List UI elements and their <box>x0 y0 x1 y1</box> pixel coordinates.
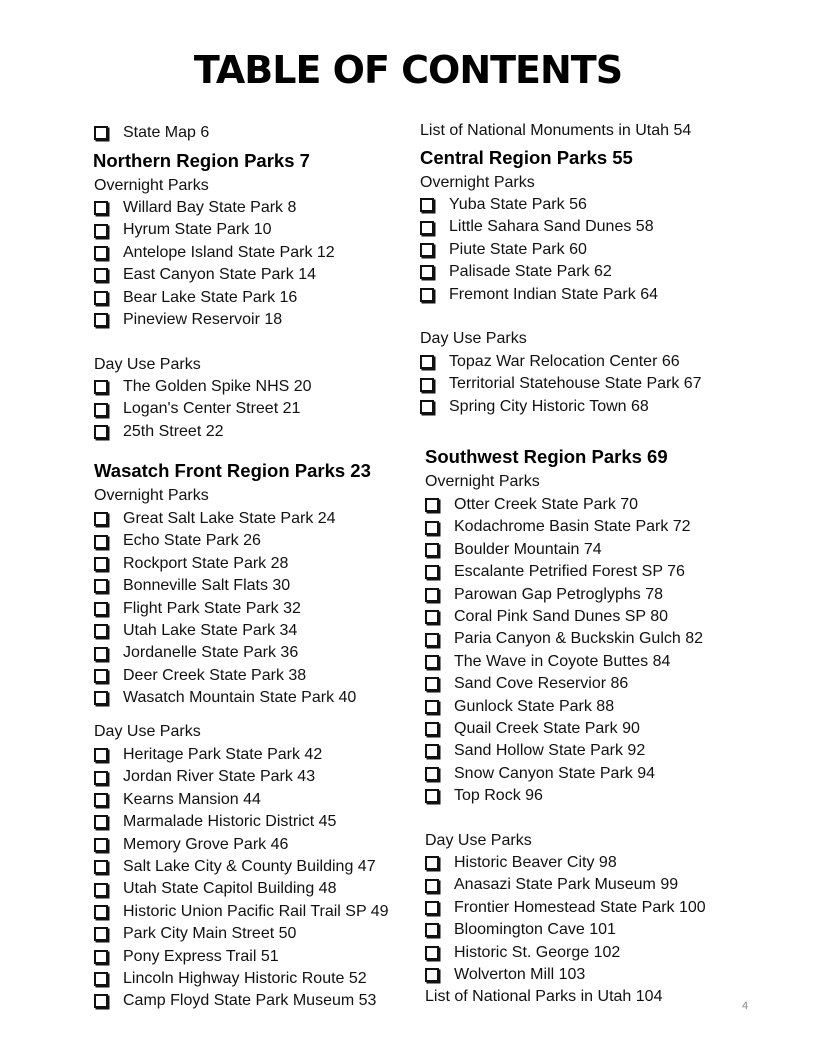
item-label: Coral Pink Sand Dunes SP 80 <box>454 607 669 625</box>
list-item[interactable] <box>420 351 702 373</box>
item-label: Pony Express Trail 51 <box>123 947 279 965</box>
checkbox[interactable] <box>420 355 434 369</box>
checkbox[interactable] <box>94 557 108 571</box>
checkbox[interactable] <box>94 624 108 638</box>
item-label: Flight Park State Park 32 <box>123 599 301 617</box>
subheading-day-use: Day Use Parks <box>420 330 527 347</box>
checkbox[interactable] <box>94 291 108 305</box>
item-label: Salt Lake City & County Building 47 <box>123 857 376 875</box>
list-item[interactable] <box>94 642 356 664</box>
checkbox[interactable] <box>94 950 108 964</box>
checkbox[interactable] <box>94 927 108 941</box>
checkbox[interactable] <box>94 771 108 785</box>
checkbox[interactable] <box>94 691 108 705</box>
checkbox[interactable] <box>94 647 108 661</box>
checkbox[interactable] <box>425 588 439 602</box>
list-item[interactable] <box>94 287 335 309</box>
checkbox[interactable] <box>94 602 108 616</box>
checkbox[interactable] <box>94 224 108 238</box>
list-item[interactable] <box>94 530 356 552</box>
item-label: Park City Main Street 50 <box>123 925 297 943</box>
page-number: 4 <box>742 1000 749 1012</box>
northern-overnight-list <box>94 197 335 331</box>
list-item[interactable] <box>94 219 335 241</box>
national-parks-entry[interactable]: List of National Parks in Utah 104 <box>425 988 663 1005</box>
item-label: The Golden Spike NHS 20 <box>123 378 312 395</box>
section-heading-southwest: Southwest Region Parks 69 <box>425 446 668 467</box>
checkbox[interactable] <box>425 789 439 803</box>
subheading-overnight: Overnight Parks <box>425 473 540 490</box>
item-label: Jordan River State Park 43 <box>123 768 316 786</box>
item-label: Fremont Indian State Park 64 <box>449 285 658 303</box>
subheading-day-use: Day Use Parks <box>94 723 201 740</box>
checkbox[interactable] <box>94 201 108 215</box>
item-label: Pineview Reservoir 18 <box>123 310 283 328</box>
item-label: Wasatch Mountain State Park 40 <box>123 689 357 707</box>
list-item[interactable] <box>425 606 703 628</box>
checkbox[interactable] <box>94 838 108 852</box>
checkbox[interactable] <box>94 380 108 394</box>
list-item[interactable] <box>94 990 389 1012</box>
list-item[interactable] <box>425 964 706 986</box>
item-label: Palisade State Park 62 <box>449 263 612 281</box>
list-item[interactable] <box>425 785 703 807</box>
list-item[interactable] <box>94 878 389 900</box>
list-item[interactable] <box>425 584 703 606</box>
item-label: Boulder Mountain 74 <box>454 540 602 558</box>
item-label: Antelope Island State Park 12 <box>123 243 335 261</box>
list-item[interactable] <box>94 744 389 766</box>
checkbox[interactable] <box>425 610 439 624</box>
item-label: Lincoln Highway Historic Route 52 <box>123 969 367 987</box>
item-label: Bear Lake State Park 16 <box>123 288 298 306</box>
list-item[interactable] <box>425 740 703 762</box>
list-item-state-map[interactable] <box>94 122 209 144</box>
section-heading-central: Central Region Parks 55 <box>420 147 633 168</box>
subheading-overnight: Overnight Parks <box>94 487 209 504</box>
wasatch-day-list <box>94 744 389 1013</box>
item-label: Wolverton Mill 103 <box>454 965 586 983</box>
item-label: 25th Street 22 <box>123 422 224 440</box>
list-item[interactable] <box>94 376 312 398</box>
list-item[interactable] <box>94 421 312 443</box>
subheading-overnight: Overnight Parks <box>94 177 209 194</box>
list-item[interactable] <box>425 696 703 718</box>
list-item[interactable] <box>94 242 335 264</box>
item-label: Paria Canyon & Buckskin Gulch 82 <box>454 630 704 648</box>
item-label: Spring City Historic Town 68 <box>449 397 649 415</box>
item-label: Camp Floyd State Park Museum 53 <box>123 992 377 1010</box>
item-label: Quail Creek State Park 90 <box>454 719 640 737</box>
list-item[interactable] <box>94 856 389 878</box>
checkbox[interactable] <box>420 198 434 212</box>
item-label: Echo State Park 26 <box>123 532 261 550</box>
checkbox[interactable] <box>425 543 439 557</box>
list-item[interactable] <box>425 673 703 695</box>
item-label: Heritage Park State Park 42 <box>123 746 323 763</box>
list-item[interactable] <box>94 923 389 945</box>
checkbox[interactable] <box>420 378 434 392</box>
checkbox[interactable] <box>94 425 108 439</box>
list-item[interactable] <box>94 901 389 923</box>
item-label: Little Sahara Sand Dunes 58 <box>449 218 654 236</box>
item-label: Rockport State Park 28 <box>123 554 289 572</box>
item-label: The Wave in Coyote Buttes 84 <box>454 652 671 670</box>
checkbox[interactable] <box>94 126 108 140</box>
list-item[interactable] <box>94 309 335 331</box>
item-label: Jordanelle State Park 36 <box>123 644 299 662</box>
list-item[interactable] <box>425 718 703 740</box>
list-item[interactable] <box>94 687 356 709</box>
item-label: Bonneville Salt Flats 30 <box>123 577 291 595</box>
item-label: Snow Canyon State Park 94 <box>454 764 656 782</box>
list-item[interactable] <box>420 373 702 395</box>
item-label: Utah State Capitol Building 48 <box>123 880 337 898</box>
item-label: Piute State Park 60 <box>449 240 587 258</box>
checkbox[interactable] <box>94 669 108 683</box>
checkbox[interactable] <box>94 268 108 282</box>
list-item[interactable] <box>94 968 389 990</box>
central-overnight-list <box>420 194 658 306</box>
item-label: Historic Beaver City 98 <box>454 854 617 871</box>
item-label: Kearns Mansion 44 <box>123 790 261 808</box>
item-label: Territorial Statehouse State Park 67 <box>449 375 702 393</box>
list-item[interactable] <box>420 396 702 418</box>
item-label: East Canyon State Park 14 <box>123 266 316 284</box>
checkbox[interactable] <box>94 793 108 807</box>
item-label: Top Rock 96 <box>454 787 543 805</box>
checkbox[interactable] <box>94 512 108 526</box>
list-item[interactable] <box>425 628 703 650</box>
list-item[interactable] <box>94 834 389 856</box>
section-heading-wasatch: Wasatch Front Region Parks 23 <box>94 460 371 481</box>
item-label: Yuba State Park 56 <box>449 196 587 213</box>
item-label: Historic St. George 102 <box>454 943 621 961</box>
list-item[interactable] <box>420 284 658 306</box>
item-label: Escalante Petrified Forest SP 76 <box>454 563 685 581</box>
checkbox[interactable] <box>94 972 108 986</box>
checkbox[interactable] <box>420 265 434 279</box>
checkbox[interactable] <box>420 400 434 414</box>
page-title: TABLE OF CONTENTS <box>193 48 623 92</box>
list-item[interactable] <box>94 598 356 620</box>
checkbox[interactable] <box>420 221 434 235</box>
checkbox[interactable] <box>425 744 439 758</box>
item-label: Bloomington Cave 101 <box>454 921 616 939</box>
list-item[interactable] <box>425 852 706 874</box>
checkbox[interactable] <box>425 968 439 982</box>
checkbox[interactable] <box>425 901 439 915</box>
item-label: Willard Bay State Park 8 <box>123 199 297 216</box>
list-item[interactable] <box>94 575 356 597</box>
list-item[interactable] <box>94 197 335 219</box>
item-label: Anasazi State Park Museum 99 <box>454 876 679 894</box>
item-label: Gunlock State Park 88 <box>454 697 615 715</box>
item-label: Parowan Gap Petroglyphs 78 <box>454 585 664 603</box>
checkbox[interactable] <box>425 767 439 781</box>
list-item[interactable] <box>94 946 389 968</box>
list-item[interactable] <box>425 539 703 561</box>
checkbox[interactable] <box>94 994 108 1008</box>
checkbox[interactable] <box>425 923 439 937</box>
list-item[interactable] <box>425 763 703 785</box>
checkbox[interactable] <box>425 655 439 669</box>
list-item[interactable] <box>425 651 703 673</box>
southwest-day-list <box>425 852 706 986</box>
checkbox[interactable] <box>94 535 108 549</box>
item-label: Hyrum State Park 10 <box>123 221 272 239</box>
item-label: Deer Creek State Park 38 <box>123 666 307 684</box>
checkbox[interactable] <box>94 246 108 260</box>
central-day-list <box>420 351 702 418</box>
checkbox[interactable] <box>94 883 108 897</box>
checkbox[interactable] <box>425 722 439 736</box>
wasatch-overnight-list <box>94 508 356 710</box>
list-item[interactable] <box>425 494 703 516</box>
checkbox[interactable] <box>425 677 439 691</box>
checkbox[interactable] <box>425 521 439 535</box>
subheading-day-use: Day Use Parks <box>425 832 532 849</box>
item-label: Topaz War Relocation Center 66 <box>449 353 680 370</box>
item-label: Sand Hollow State Park 92 <box>454 742 646 760</box>
item-label: Utah Lake State Park 34 <box>123 621 298 639</box>
list-item[interactable] <box>425 516 703 538</box>
item-label: Historic Union Pacific Rail Trail SP 49 <box>123 902 389 920</box>
list-item[interactable] <box>420 239 658 261</box>
checkbox[interactable] <box>94 313 108 327</box>
list-item[interactable] <box>94 766 389 788</box>
subheading-day-use: Day Use Parks <box>94 356 201 373</box>
list-item[interactable] <box>420 194 658 216</box>
checkbox[interactable] <box>425 633 439 647</box>
section-heading-northern: Northern Region Parks 7 <box>93 150 310 171</box>
list-item[interactable] <box>94 789 389 811</box>
list-item[interactable] <box>94 553 356 575</box>
checkbox[interactable] <box>425 879 439 893</box>
list-item[interactable] <box>425 919 706 941</box>
northern-day-list <box>94 376 312 443</box>
list-item[interactable] <box>420 261 658 283</box>
list-item[interactable] <box>425 897 706 919</box>
item-label: Marmalade Historic District 45 <box>123 813 337 831</box>
list-item[interactable] <box>94 811 389 833</box>
item-label: Otter Creek State Park 70 <box>454 496 639 513</box>
checkbox[interactable] <box>94 579 108 593</box>
item-label: Frontier Homestead State Park 100 <box>454 898 706 916</box>
item-label: Kodachrome Basin State Park 72 <box>454 518 691 536</box>
national-monuments-entry[interactable]: List of National Monuments in Utah 54 <box>420 122 692 139</box>
subheading-overnight: Overnight Parks <box>420 174 535 191</box>
list-item[interactable] <box>94 508 356 530</box>
item-label: State Map 6 <box>123 124 210 141</box>
checkbox[interactable] <box>425 946 439 960</box>
checkbox[interactable] <box>425 565 439 579</box>
checkbox[interactable] <box>425 856 439 870</box>
checkbox[interactable] <box>94 403 108 417</box>
checkbox[interactable] <box>94 905 108 919</box>
list-item[interactable] <box>94 398 312 420</box>
checkbox[interactable] <box>420 288 434 302</box>
list-item[interactable] <box>420 216 658 238</box>
checkbox[interactable] <box>420 243 434 257</box>
item-label: Memory Grove Park 46 <box>123 835 289 853</box>
list-item[interactable] <box>425 942 706 964</box>
list-item[interactable] <box>425 561 703 583</box>
list-item[interactable] <box>425 874 706 896</box>
list-item[interactable] <box>94 264 335 286</box>
southwest-overnight-list <box>425 494 703 807</box>
item-label: Sand Cove Reservior 86 <box>454 675 629 693</box>
checkbox[interactable] <box>94 748 108 762</box>
checkbox[interactable] <box>94 815 108 829</box>
list-item[interactable] <box>94 620 356 642</box>
list-item[interactable] <box>94 665 356 687</box>
checkbox[interactable] <box>425 700 439 714</box>
checkbox[interactable] <box>94 860 108 874</box>
checkbox[interactable] <box>425 498 439 512</box>
item-label: Logan's Center Street 21 <box>123 400 301 418</box>
item-label: Great Salt Lake State Park 24 <box>123 510 336 527</box>
